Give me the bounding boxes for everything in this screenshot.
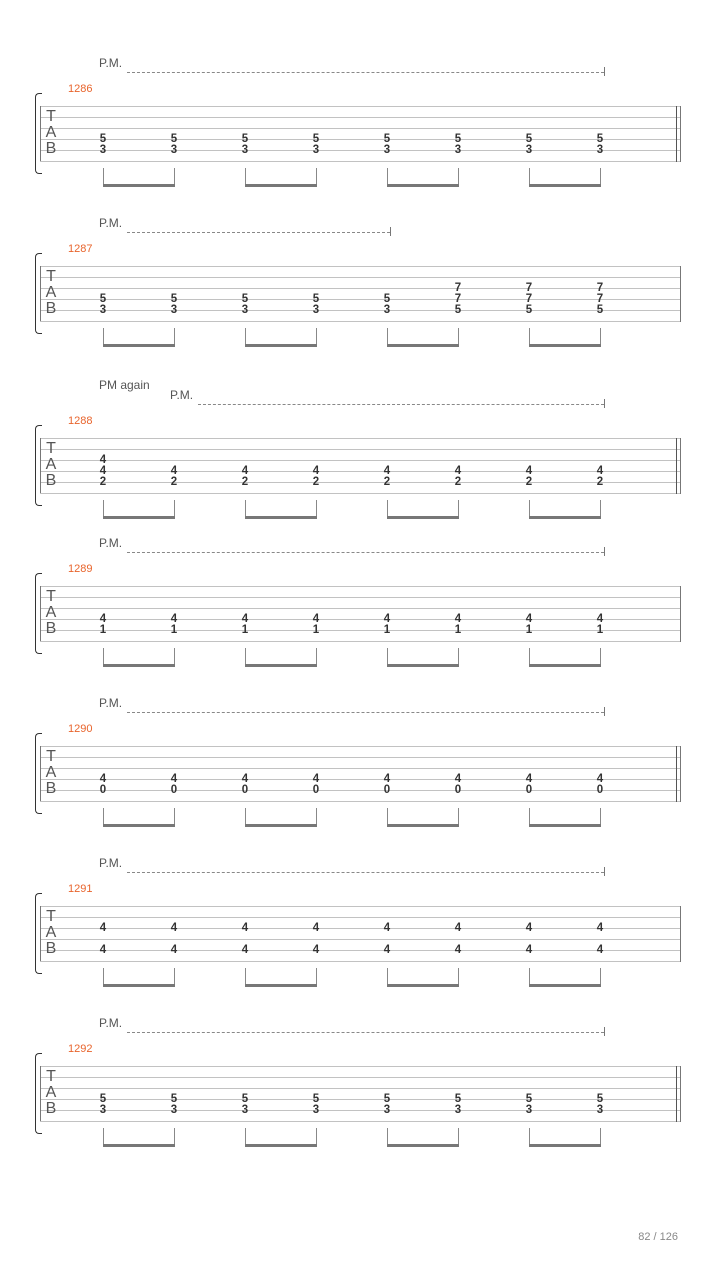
fret-number: 4: [383, 773, 391, 785]
tab-clef-letter: B: [45, 1100, 57, 1117]
eighth-beam: [103, 664, 175, 667]
end-barline-double: [676, 1066, 677, 1122]
start-barline: [40, 438, 41, 493]
palm-mute-end: [604, 707, 605, 716]
start-barline: [40, 106, 41, 161]
fret-number: 1: [383, 624, 391, 636]
tab-staff-line: [40, 139, 680, 140]
fret-number: 7: [596, 282, 604, 294]
tab-clef-letter: A: [45, 284, 57, 301]
tab-staff-line: [40, 277, 680, 278]
fret-number: 5: [525, 304, 533, 316]
fret-number: 4: [170, 773, 178, 785]
fret-number: 4: [596, 773, 604, 785]
fret-number: 3: [383, 1104, 391, 1116]
fret-number: 5: [454, 304, 462, 316]
fret-number: 3: [99, 144, 107, 156]
fret-number: 5: [454, 133, 462, 145]
start-barline: [40, 586, 41, 641]
eighth-beam: [387, 184, 459, 187]
fret-number: 4: [596, 922, 604, 934]
fret-number: 4: [312, 465, 320, 477]
tab-clef-letter: T: [46, 588, 56, 605]
fret-number: 3: [525, 1104, 533, 1116]
fret-number: 5: [99, 293, 107, 305]
fret-number: 3: [312, 304, 320, 316]
tab-staff-line: [40, 906, 680, 907]
fret-number: 3: [383, 304, 391, 316]
eighth-beam: [103, 1144, 175, 1147]
fret-number: 0: [312, 784, 320, 796]
palm-mute-dashes: [127, 1032, 604, 1033]
eighth-beam: [103, 344, 175, 347]
tab-staff-line: [40, 128, 680, 129]
tab-clef-letter: B: [45, 780, 57, 797]
end-barline: [680, 906, 681, 962]
tab-clef-letter: B: [45, 620, 57, 637]
fret-number: 2: [454, 476, 462, 488]
eighth-beam: [103, 824, 175, 827]
fret-number: 4: [596, 944, 604, 956]
eighth-beam: [529, 516, 601, 519]
bar-number: 1288: [68, 415, 93, 427]
eighth-beam: [387, 1144, 459, 1147]
start-barline: [40, 746, 41, 801]
fret-number: 0: [454, 784, 462, 796]
fret-number: 3: [454, 1104, 462, 1116]
fret-number: 5: [312, 133, 320, 145]
tab-staff-line: [40, 597, 680, 598]
eighth-beam: [387, 516, 459, 519]
fret-number: 3: [312, 144, 320, 156]
tab-staff-line: [40, 1110, 680, 1111]
tab-staff-line: [40, 288, 680, 289]
tab-staff-line: [40, 608, 680, 609]
tab-staff-line: [40, 790, 680, 791]
fret-number: 4: [170, 613, 178, 625]
fret-number: 2: [383, 476, 391, 488]
fret-number: 4: [383, 613, 391, 625]
eighth-beam: [529, 184, 601, 187]
fret-number: 1: [525, 624, 533, 636]
eighth-beam: [387, 984, 459, 987]
fret-number: 5: [241, 1093, 249, 1105]
eighth-beam: [245, 664, 317, 667]
eighth-beam: [529, 824, 601, 827]
tab-staff-line: [40, 1121, 680, 1122]
fret-number: 2: [241, 476, 249, 488]
tab-staff-line: [40, 299, 680, 300]
tab-staff-line: [40, 1066, 680, 1067]
fret-number: 5: [596, 1093, 604, 1105]
palm-mute-dashes: [127, 72, 604, 73]
end-barline: [680, 266, 681, 322]
tab-clef-letter: A: [45, 124, 57, 141]
fret-number: 0: [241, 784, 249, 796]
fret-number: 4: [525, 773, 533, 785]
fret-number: 4: [454, 773, 462, 785]
eighth-beam: [245, 516, 317, 519]
tab-staff-line: [40, 460, 680, 461]
tab-staff-line: [40, 768, 680, 769]
eighth-beam: [529, 664, 601, 667]
tab-clef-letter: T: [46, 748, 56, 765]
fret-number: 4: [170, 944, 178, 956]
tab-staff-line: [40, 917, 680, 918]
palm-mute-end: [390, 227, 391, 236]
tab-clef-letter: T: [46, 908, 56, 925]
fret-number: 4: [99, 773, 107, 785]
eighth-beam: [245, 344, 317, 347]
fret-number: 5: [99, 1093, 107, 1105]
tab-staff-line: [40, 630, 680, 631]
fret-number: 4: [99, 454, 107, 466]
fret-number: 4: [241, 773, 249, 785]
page-counter: 82 / 126: [638, 1231, 678, 1243]
tab-clef-letter: A: [45, 456, 57, 473]
fret-number: 5: [596, 304, 604, 316]
tab-staff-line: [40, 939, 680, 940]
fret-number: 3: [241, 1104, 249, 1116]
tab-staff-line: [40, 1088, 680, 1089]
fret-number: 5: [383, 293, 391, 305]
fret-number: 2: [596, 476, 604, 488]
fret-number: 4: [312, 613, 320, 625]
fret-number: 7: [596, 293, 604, 305]
tab-staff-line: [40, 1077, 680, 1078]
tab-staff-line: [40, 961, 680, 962]
fret-number: 5: [170, 1093, 178, 1105]
fret-number: 4: [596, 613, 604, 625]
end-barline-double: [676, 106, 677, 162]
fret-number: 0: [596, 784, 604, 796]
palm-mute-label: P.M.: [170, 388, 194, 402]
fret-number: 4: [525, 613, 533, 625]
palm-mute-label: P.M.: [99, 216, 123, 230]
tab-clef-letter: T: [46, 440, 56, 457]
fret-number: 5: [170, 293, 178, 305]
start-barline: [40, 266, 41, 321]
fret-number: 4: [99, 465, 107, 477]
tab-staff-line: [40, 471, 680, 472]
fret-number: 5: [241, 293, 249, 305]
eighth-beam: [245, 184, 317, 187]
tab-clef-letter: A: [45, 764, 57, 781]
eighth-beam: [245, 1144, 317, 1147]
fret-number: 5: [241, 133, 249, 145]
fret-number: 4: [454, 613, 462, 625]
tab-staff-line: [40, 161, 680, 162]
fret-number: 4: [99, 613, 107, 625]
bar-number: 1289: [68, 563, 93, 575]
fret-number: 4: [241, 613, 249, 625]
bar-number: 1291: [68, 883, 93, 895]
fret-number: 5: [312, 1093, 320, 1105]
start-barline: [40, 1066, 41, 1121]
eighth-beam: [529, 984, 601, 987]
eighth-beam: [529, 344, 601, 347]
palm-mute-end: [604, 867, 605, 876]
eighth-beam: [529, 1144, 601, 1147]
fret-number: 0: [525, 784, 533, 796]
end-barline: [680, 438, 681, 494]
tab-staff-line: [40, 266, 680, 267]
tab-clef-letter: A: [45, 604, 57, 621]
fret-number: 2: [170, 476, 178, 488]
fret-number: 3: [170, 1104, 178, 1116]
fret-number: 5: [454, 1093, 462, 1105]
fret-number: 3: [525, 144, 533, 156]
fret-number: 7: [454, 293, 462, 305]
fret-number: 4: [241, 465, 249, 477]
fret-number: 3: [383, 144, 391, 156]
fret-number: 7: [525, 293, 533, 305]
tab-clef-letter: B: [45, 940, 57, 957]
tab-staff-line: [40, 586, 680, 587]
fret-number: 1: [596, 624, 604, 636]
bar-number: 1292: [68, 1043, 93, 1055]
fret-number: 0: [99, 784, 107, 796]
tab-clef-letter: T: [46, 108, 56, 125]
tab-staff-line: [40, 950, 680, 951]
tab-staff-line: [40, 106, 680, 107]
fret-number: 4: [312, 773, 320, 785]
end-barline-double: [676, 438, 677, 494]
palm-mute-dashes: [127, 872, 604, 873]
palm-mute-end: [604, 547, 605, 556]
end-barline: [680, 1066, 681, 1122]
fret-number: 4: [99, 944, 107, 956]
fret-number: 3: [170, 144, 178, 156]
end-barline: [680, 586, 681, 642]
tab-staff-line: [40, 321, 680, 322]
palm-mute-dashes: [127, 712, 604, 713]
fret-number: 1: [454, 624, 462, 636]
palm-mute-dashes: [198, 404, 604, 405]
fret-number: 2: [312, 476, 320, 488]
fret-number: 4: [241, 922, 249, 934]
fret-number: 3: [241, 144, 249, 156]
fret-number: 3: [454, 144, 462, 156]
fret-number: 5: [170, 133, 178, 145]
tab-staff-line: [40, 310, 680, 311]
tab-staff-line: [40, 928, 680, 929]
palm-mute-label: P.M.: [99, 56, 123, 70]
fret-number: 3: [170, 304, 178, 316]
tab-staff-line: [40, 746, 680, 747]
tab-staff-line: [40, 449, 680, 450]
fret-number: 4: [525, 944, 533, 956]
fret-number: 4: [596, 465, 604, 477]
palm-mute-end: [604, 67, 605, 76]
eighth-beam: [103, 184, 175, 187]
fret-number: 1: [312, 624, 320, 636]
fret-number: 5: [312, 293, 320, 305]
start-barline: [40, 906, 41, 961]
tab-clef-letter: B: [45, 300, 57, 317]
tab-staff-line: [40, 482, 680, 483]
tab-staff-line: [40, 150, 680, 151]
tab-staff-line: [40, 117, 680, 118]
bar-number: 1287: [68, 243, 93, 255]
tab-clef-letter: T: [46, 1068, 56, 1085]
fret-number: 3: [596, 1104, 604, 1116]
tab-clef-letter: T: [46, 268, 56, 285]
fret-number: 4: [312, 922, 320, 934]
fret-number: 7: [454, 282, 462, 294]
palm-mute-label: P.M.: [99, 1016, 123, 1030]
eighth-beam: [387, 344, 459, 347]
tab-clef-letter: A: [45, 1084, 57, 1101]
fret-number: 2: [99, 476, 107, 488]
fret-number: 1: [170, 624, 178, 636]
tab-clef-letter: A: [45, 924, 57, 941]
tab-staff-line: [40, 757, 680, 758]
palm-mute-label: P.M.: [99, 696, 123, 710]
fret-number: 7: [525, 282, 533, 294]
tab-clef-letter: B: [45, 140, 57, 157]
fret-number: 5: [525, 1093, 533, 1105]
eighth-beam: [245, 984, 317, 987]
palm-mute-label: P.M.: [99, 856, 123, 870]
fret-number: 1: [241, 624, 249, 636]
palm-mute-dashes: [127, 552, 604, 553]
fret-number: 5: [383, 133, 391, 145]
fret-number: 4: [525, 922, 533, 934]
fret-number: 4: [312, 944, 320, 956]
fret-number: 2: [525, 476, 533, 488]
palm-mute-end: [604, 1027, 605, 1036]
eighth-beam: [103, 516, 175, 519]
eighth-beam: [103, 984, 175, 987]
eighth-beam: [387, 824, 459, 827]
fret-number: 4: [454, 465, 462, 477]
fret-number: 4: [454, 922, 462, 934]
end-barline-double: [676, 746, 677, 802]
fret-number: 4: [383, 944, 391, 956]
fret-number: 4: [525, 465, 533, 477]
tab-staff-line: [40, 1099, 680, 1100]
fret-number: 5: [596, 133, 604, 145]
eighth-beam: [387, 664, 459, 667]
tab-staff-line: [40, 801, 680, 802]
fret-number: 4: [241, 944, 249, 956]
fret-number: 0: [383, 784, 391, 796]
palm-mute-dashes: [127, 232, 390, 233]
fret-number: 5: [525, 133, 533, 145]
tab-staff-line: [40, 493, 680, 494]
fret-number: 1: [99, 624, 107, 636]
fret-number: 3: [241, 304, 249, 316]
bar-number: 1286: [68, 83, 93, 95]
fret-number: 3: [596, 144, 604, 156]
annotation-text: PM again: [99, 378, 150, 392]
fret-number: 4: [170, 465, 178, 477]
tab-staff-line: [40, 779, 680, 780]
fret-number: 5: [99, 133, 107, 145]
fret-number: 0: [170, 784, 178, 796]
end-barline: [680, 746, 681, 802]
fret-number: 4: [170, 922, 178, 934]
fret-number: 4: [383, 922, 391, 934]
fret-number: 3: [312, 1104, 320, 1116]
palm-mute-end: [604, 399, 605, 408]
fret-number: 3: [99, 1104, 107, 1116]
fret-number: 4: [454, 944, 462, 956]
eighth-beam: [245, 824, 317, 827]
fret-number: 4: [99, 922, 107, 934]
tab-staff-line: [40, 641, 680, 642]
tab-staff-line: [40, 438, 680, 439]
tab-clef-letter: B: [45, 472, 57, 489]
fret-number: 4: [383, 465, 391, 477]
fret-number: 5: [383, 1093, 391, 1105]
tab-staff-line: [40, 619, 680, 620]
fret-number: 3: [99, 304, 107, 316]
bar-number: 1290: [68, 723, 93, 735]
palm-mute-label: P.M.: [99, 536, 123, 550]
end-barline: [680, 106, 681, 162]
